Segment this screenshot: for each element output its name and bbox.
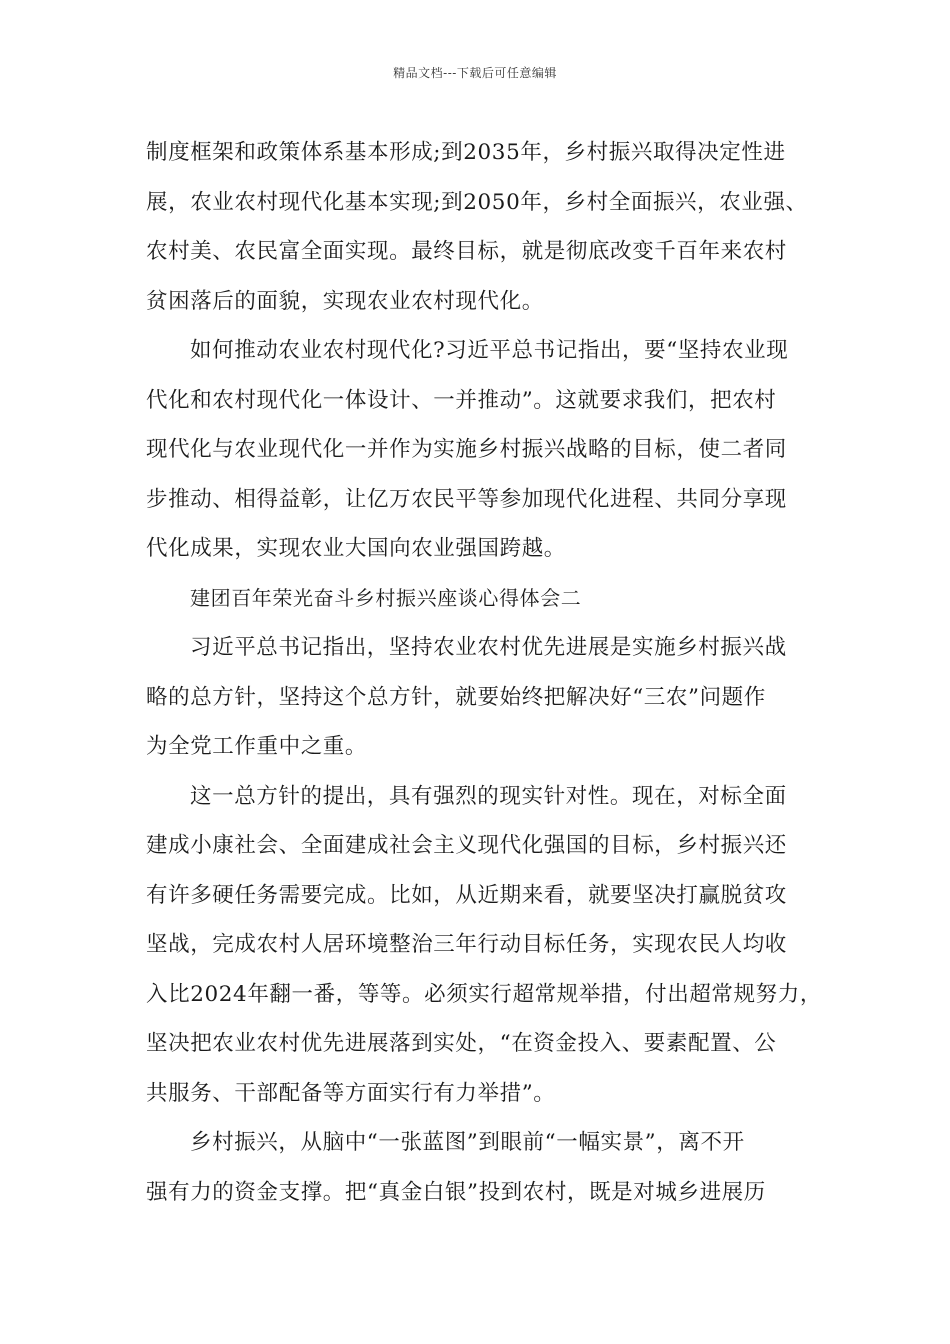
paragraph-line: 入比2024年翻一番，等等。必须实行超常规举措，付出超常规努力， bbox=[146, 981, 822, 1007]
paragraph-line: 习近平总书记指出，坚持农业农村优先进展是实施乡村振兴战 bbox=[190, 635, 787, 660]
paragraph-line: 展，农业农村现代化基本实现;到2050年，乡村全面振兴，农业强、 bbox=[146, 189, 808, 215]
section-heading: 建团百年荣光奋斗乡村振兴座谈心得体会二 bbox=[190, 585, 582, 610]
paragraph-line: 有许多硬任务需要完成。比如，从近期来看，就要坚决打赢脱贫攻 bbox=[146, 882, 787, 908]
paragraph-line: 农村美、农民富全面实现。最终目标，就是彻底改变千百年来农村 bbox=[146, 239, 787, 264]
paragraph-line: 如何推动农业农村现代化?习近平总书记指出，要“坚持农业现 bbox=[190, 338, 789, 363]
paragraph-line: 这一总方针的提出，具有强烈的现实针对性。现在，对标全面 bbox=[190, 783, 787, 809]
paragraph-line: 制度框架和政策体系基本形成;到2035年，乡村振兴取得决定性进 bbox=[146, 140, 786, 165]
paragraph-line: 共服务、干部配备等方面实行有力举措”。 bbox=[146, 1080, 556, 1106]
paragraph-line: 为全党工作重中之重。 bbox=[146, 734, 368, 759]
paragraph-line: 坚战，完成农村人居环境整治三年行动目标任务，实现农民人均收 bbox=[146, 932, 787, 957]
paragraph-line: 强有力的资金支撑。把“真金白银”投到农村，既是对城乡进展历 bbox=[146, 1179, 766, 1205]
paragraph-line: 代化和农村现代化一体设计、一并推动”。这就要求我们，把农村 bbox=[146, 387, 777, 413]
document-body bbox=[146, 128, 822, 1217]
paragraph-line: 坚决把农业农村优先进展落到实处，“在资金投入、要素配置、公 bbox=[146, 1031, 777, 1056]
paragraph-line: 略的总方针，坚持这个总方针，就要始终把解决好“三农”问题作 bbox=[146, 684, 766, 710]
page-header: 精品文档---下载后可任意编辑 bbox=[393, 66, 557, 80]
paragraph-line: 步推动、相得益彰，让亿万农民平等参加现代化进程、共同分享现 bbox=[146, 486, 787, 512]
paragraph-line: 建成小康社会、全面建成社会主义现代化强国的目标，乡村振兴还 bbox=[146, 833, 787, 858]
paragraph-line: 乡村振兴，从脑中“一张蓝图”到眼前“一幅实景”，离不开 bbox=[190, 1130, 745, 1155]
paragraph-line: 贫困落后的面貌，实现农业农村现代化。 bbox=[146, 288, 544, 314]
paragraph-line: 代化成果，实现农业大国向农业强国跨越。 bbox=[146, 536, 566, 561]
paragraph-line: 现代化与农业现代化一并作为实施乡村振兴战略的目标，使二者同 bbox=[146, 437, 787, 462]
